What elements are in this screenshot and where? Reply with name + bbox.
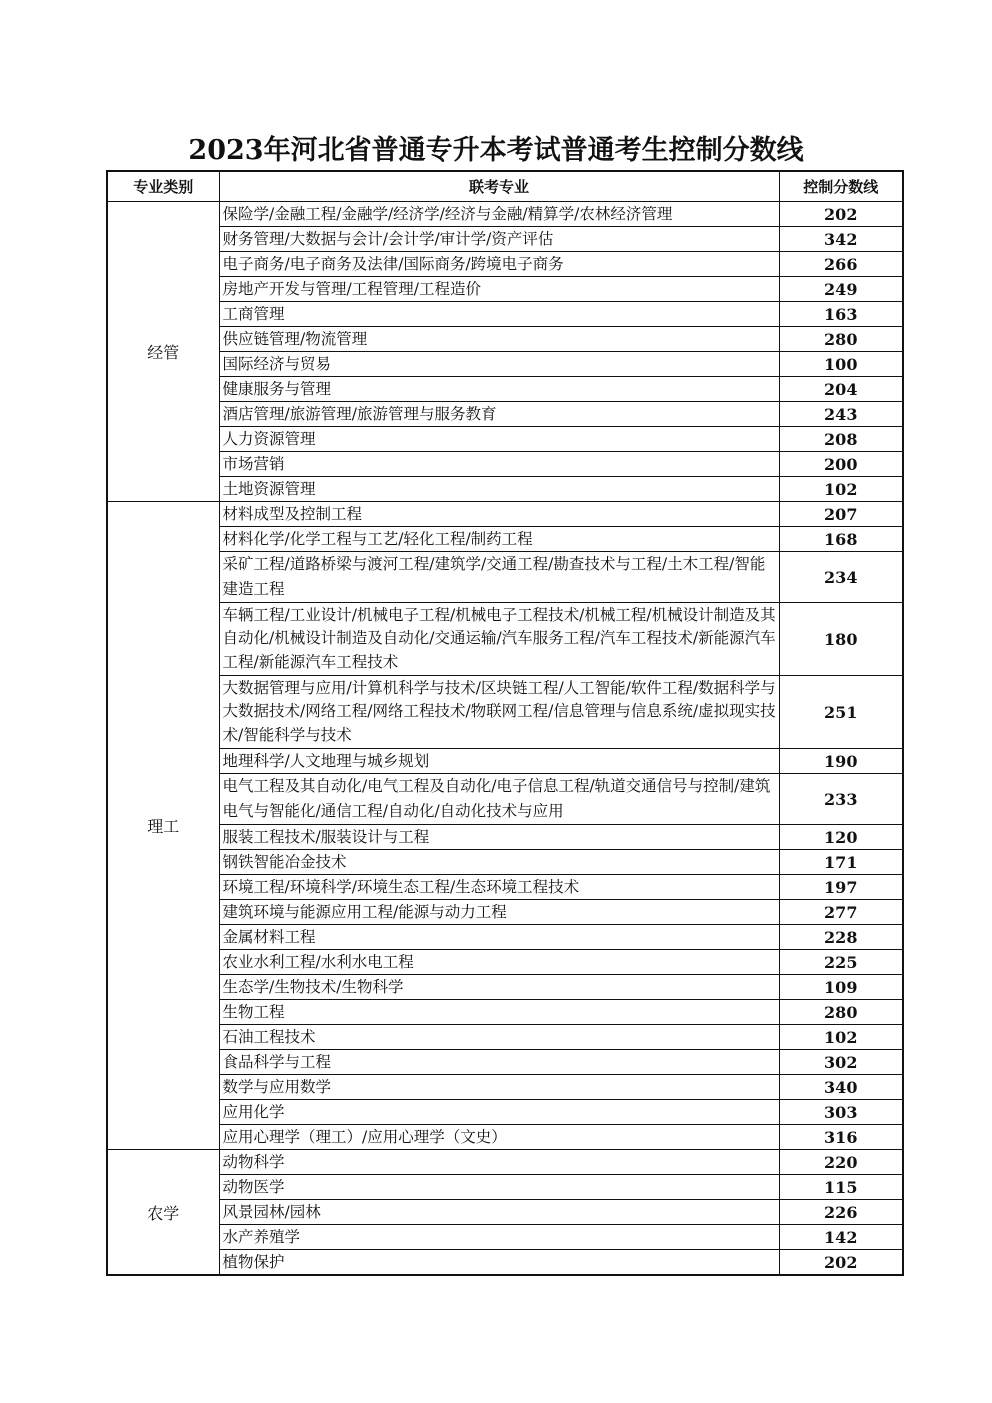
major-cell: 金属材料工程 bbox=[219, 925, 779, 950]
major-cell: 财务管理/大数据与会计/会计学/审计学/资产评估 bbox=[219, 227, 779, 252]
score-cell: 234 bbox=[779, 552, 903, 603]
table-row bbox=[107, 1050, 903, 1075]
score-cell: 102 bbox=[779, 1025, 903, 1050]
score-cell: 226 bbox=[779, 1200, 903, 1225]
table-row bbox=[107, 875, 903, 900]
table-row bbox=[107, 277, 903, 302]
table-row bbox=[107, 1225, 903, 1250]
table-row bbox=[107, 202, 903, 227]
table-row bbox=[107, 1250, 903, 1276]
score-cell: 251 bbox=[779, 676, 903, 749]
table-row bbox=[107, 302, 903, 327]
table-row bbox=[107, 352, 903, 377]
score-cell: 202 bbox=[779, 202, 903, 227]
table-body bbox=[107, 202, 903, 1276]
table-row bbox=[107, 1000, 903, 1025]
major-cell: 人力资源管理 bbox=[219, 427, 779, 452]
table-row bbox=[107, 227, 903, 252]
major-cell: 石油工程技术 bbox=[219, 1025, 779, 1050]
table-row bbox=[107, 925, 903, 950]
table-row bbox=[107, 1125, 903, 1150]
table-row bbox=[107, 402, 903, 427]
table-header-row bbox=[107, 171, 903, 202]
major-cell: 应用化学 bbox=[219, 1100, 779, 1125]
table-row bbox=[107, 825, 903, 850]
major-cell: 供应链管理/物流管理 bbox=[219, 327, 779, 352]
table-row bbox=[107, 774, 903, 825]
table-row bbox=[107, 603, 903, 676]
table-row bbox=[107, 900, 903, 925]
score-cell: 102 bbox=[779, 477, 903, 502]
table-row bbox=[107, 749, 903, 774]
score-cell: 277 bbox=[779, 900, 903, 925]
major-cell: 电子商务/电子商务及法律/国际商务/跨境电子商务 bbox=[219, 252, 779, 277]
score-cell: 190 bbox=[779, 749, 903, 774]
score-cell: 200 bbox=[779, 452, 903, 477]
header-category: 专业类别 bbox=[107, 171, 219, 202]
major-cell: 服装工程技术/服装设计与工程 bbox=[219, 825, 779, 850]
score-cell: 266 bbox=[779, 252, 903, 277]
major-cell: 钢铁智能冶金技术 bbox=[219, 850, 779, 875]
table-row bbox=[107, 950, 903, 975]
major-cell: 材料成型及控制工程 bbox=[219, 502, 779, 527]
major-cell: 风景园林/园林 bbox=[219, 1200, 779, 1225]
score-cell: 204 bbox=[779, 377, 903, 402]
score-cell: 142 bbox=[779, 1225, 903, 1250]
major-cell: 应用心理学（理工）/应用心理学（文史） bbox=[219, 1125, 779, 1150]
table-row bbox=[107, 477, 903, 502]
major-cell: 工商管理 bbox=[219, 302, 779, 327]
table-row bbox=[107, 676, 903, 749]
score-cell: 316 bbox=[779, 1125, 903, 1150]
major-cell: 电气工程及其自动化/电气工程及自动化/电子信息工程/轨道交通信号与控制/建筑电气与智能化/通信工程/自动化/自动化技术与应用 bbox=[219, 774, 779, 825]
major-cell: 生物工程 bbox=[219, 1000, 779, 1025]
score-cell: 171 bbox=[779, 850, 903, 875]
major-cell: 生态学/生物技术/生物科学 bbox=[219, 975, 779, 1000]
major-cell: 农业水利工程/水利水电工程 bbox=[219, 950, 779, 975]
table-row bbox=[107, 452, 903, 477]
table-row bbox=[107, 1075, 903, 1100]
score-cell: 303 bbox=[779, 1100, 903, 1125]
table-row bbox=[107, 377, 903, 402]
major-cell: 动物科学 bbox=[219, 1150, 779, 1175]
table-row bbox=[107, 327, 903, 352]
score-cell: 302 bbox=[779, 1050, 903, 1075]
score-cell: 340 bbox=[779, 1075, 903, 1100]
score-cell: 109 bbox=[779, 975, 903, 1000]
score-cell: 280 bbox=[779, 327, 903, 352]
score-cell: 280 bbox=[779, 1000, 903, 1025]
major-cell: 房地产开发与管理/工程管理/工程造价 bbox=[219, 277, 779, 302]
category-cell: 经管 bbox=[107, 202, 219, 502]
table-row bbox=[107, 1025, 903, 1050]
major-cell: 国际经济与贸易 bbox=[219, 352, 779, 377]
major-cell: 食品科学与工程 bbox=[219, 1050, 779, 1075]
page-title: 2023年河北省普通专升本考试普通考生控制分数线 bbox=[188, 135, 804, 166]
table-row bbox=[107, 1100, 903, 1125]
score-cell: 243 bbox=[779, 402, 903, 427]
major-cell: 材料化学/化学工程与工艺/轻化工程/制药工程 bbox=[219, 527, 779, 552]
header-major: 联考专业 bbox=[219, 171, 779, 202]
major-cell: 健康服务与管理 bbox=[219, 377, 779, 402]
major-cell: 水产养殖学 bbox=[219, 1225, 779, 1250]
major-cell: 采矿工程/道路桥梁与渡河工程/建筑学/交通工程/勘查技术与工程/土木工程/智能建造工程 bbox=[219, 552, 779, 603]
major-cell: 动物医学 bbox=[219, 1175, 779, 1200]
major-cell: 建筑环境与能源应用工程/能源与动力工程 bbox=[219, 900, 779, 925]
score-cell: 115 bbox=[779, 1175, 903, 1200]
score-cell: 163 bbox=[779, 302, 903, 327]
major-cell: 市场营销 bbox=[219, 452, 779, 477]
major-cell: 保险学/金融工程/金融学/经济学/经济与金融/精算学/农林经济管理 bbox=[219, 202, 779, 227]
major-cell: 环境工程/环境科学/环境生态工程/生态环境工程技术 bbox=[219, 875, 779, 900]
major-cell: 数学与应用数学 bbox=[219, 1075, 779, 1100]
major-cell: 地理科学/人文地理与城乡规划 bbox=[219, 749, 779, 774]
score-cell: 207 bbox=[779, 502, 903, 527]
score-cell: 233 bbox=[779, 774, 903, 825]
table-row bbox=[107, 1200, 903, 1225]
table-row bbox=[107, 1150, 903, 1175]
table-row bbox=[107, 427, 903, 452]
score-cell: 342 bbox=[779, 227, 903, 252]
table-row bbox=[107, 850, 903, 875]
category-cell: 农学 bbox=[107, 1150, 219, 1276]
major-cell: 植物保护 bbox=[219, 1250, 779, 1276]
table-row bbox=[107, 527, 903, 552]
major-cell: 大数据管理与应用/计算机科学与技术/区块链工程/人工智能/软件工程/数据科学与大数据技术/网络工程/网络工程技术/物联网工程/信息管理与信息系统/虚拟现实技术/智能科学与技术 bbox=[219, 676, 779, 749]
category-cell: 理工 bbox=[107, 502, 219, 1150]
major-cell: 酒店管理/旅游管理/旅游管理与服务教育 bbox=[219, 402, 779, 427]
score-cell: 202 bbox=[779, 1250, 903, 1276]
major-cell: 车辆工程/工业设计/机械电子工程/机械电子工程技术/机械工程/机械设计制造及其自动化/机械设计制造及自动化/交通运输/汽车服务工程/汽车工程技术/新能源汽车工程/新能源汽车工程技术 bbox=[219, 603, 779, 676]
header-score: 控制分数线 bbox=[779, 171, 903, 202]
table-row bbox=[107, 1175, 903, 1200]
score-cell: 180 bbox=[779, 603, 903, 676]
table-row bbox=[107, 252, 903, 277]
score-cell: 120 bbox=[779, 825, 903, 850]
score-cell: 220 bbox=[779, 1150, 903, 1175]
table-row bbox=[107, 502, 903, 527]
table-row bbox=[107, 975, 903, 1000]
score-cell: 225 bbox=[779, 950, 903, 975]
score-table bbox=[106, 170, 904, 1276]
score-cell: 228 bbox=[779, 925, 903, 950]
score-cell: 100 bbox=[779, 352, 903, 377]
score-cell: 249 bbox=[779, 277, 903, 302]
score-cell: 197 bbox=[779, 875, 903, 900]
score-cell: 208 bbox=[779, 427, 903, 452]
table-row bbox=[107, 552, 903, 603]
major-cell: 土地资源管理 bbox=[219, 477, 779, 502]
score-cell: 168 bbox=[779, 527, 903, 552]
